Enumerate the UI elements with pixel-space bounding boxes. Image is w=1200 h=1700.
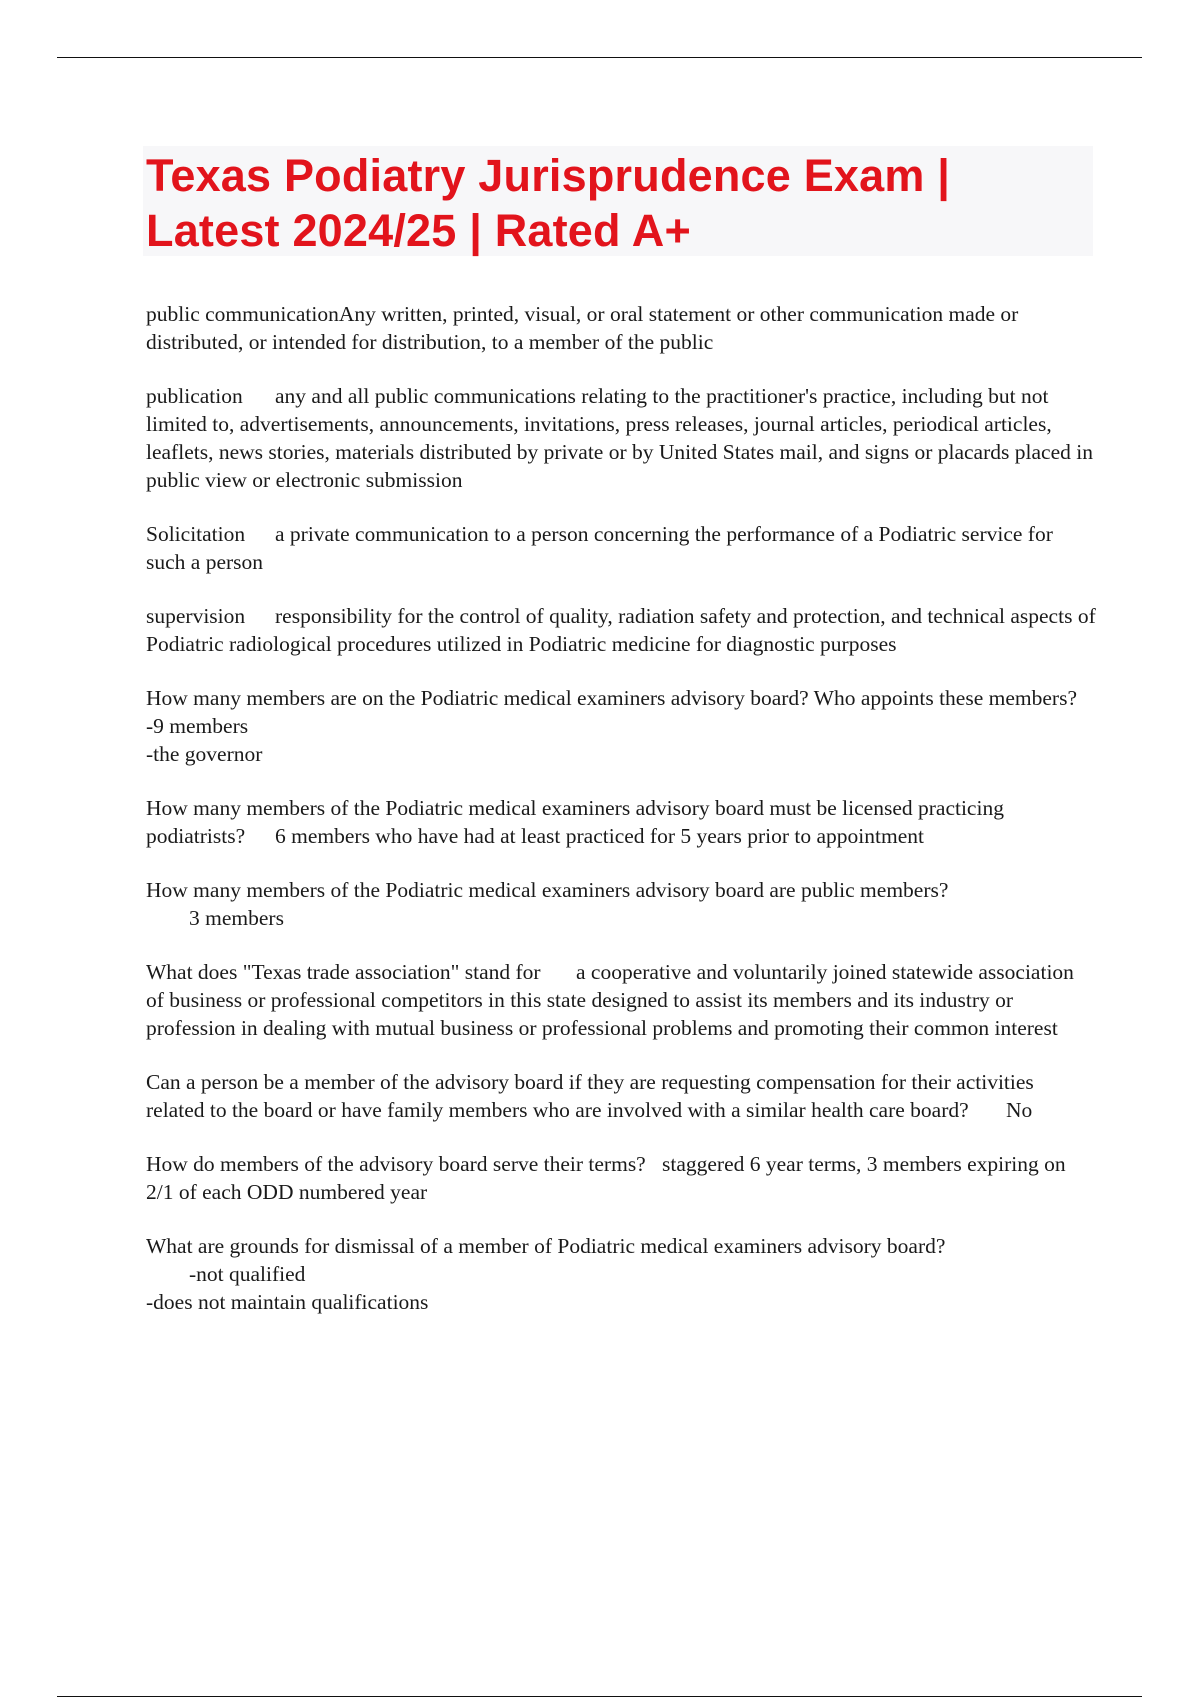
- title-banner: [143, 146, 1093, 256]
- entry-licensed-members: How many members of the Podiatric medical examiners advisory board must be licensed practicing podiatrists? 6 members who have had at least practiced for 5 years prior to appointment: [146, 796, 1010, 848]
- entry-board-members-count: How many members are on the Podiatric medical examiners advisory board? Who appoints these members? -9 members -the governor: [146, 686, 1077, 766]
- document-body: [146, 300, 1102, 1342]
- entry-publication: publication any and all public communications relating to the practitioner's practice, including but not limited to, advertisements, announcements, invitations, press releases, journal articles, periodical articles, leaflets, news stories, materials distributed by private or by United States mail, and signs or placards placed in public view or electronic submission: [146, 384, 1099, 492]
- entry-supervision: supervision responsibility for the control of quality, radiation safety and protection, and technical aspects of Podiatric radiological procedures utilized in Podiatric medicine for diagnostic purposes: [146, 604, 1102, 656]
- entry-public-members: How many members of the Podiatric medical examiners advisory board are public members? 3 members: [146, 878, 949, 930]
- entry-texas-trade-association: What does "Texas trade association" stand for a cooperative and voluntarily joined statewide association of business or professional competitors in this state designed to assist its members and its industry or profession in dealing with mutual business or professional problems and promoting their common interest: [146, 960, 1080, 1040]
- entry-compensation-question: Can a person be a member of the advisory board if they are requesting compensation for their activities related to the board or have family members who are involved with a similar health care board? No: [146, 1070, 1040, 1122]
- bottom-rule: [57, 1696, 1142, 1697]
- entry-public-communication: public communicationAny written, printed, visual, or oral statement or other communication made or distributed, or intended for distribution, to a member of the public: [146, 302, 1024, 354]
- entry-terms: How do members of the advisory board serve their terms? staggered 6 year terms, 3 members expiring on 2/1 of each ODD numbered year: [146, 1152, 1071, 1204]
- entry-dismissal-grounds: What are grounds for dismissal of a member of Podiatric medical examiners advisory board? -not qualified -does not maintain qualifications: [146, 1234, 946, 1314]
- document-title: Texas Podiatry Jurisprudence Exam | Latest 2024/25 | Rated A+: [146, 150, 951, 256]
- entry-solicitation: Solicitation a private communication to a person concerning the performance of a Podiatric service for such a person: [146, 522, 1059, 574]
- top-rule: [57, 57, 1142, 58]
